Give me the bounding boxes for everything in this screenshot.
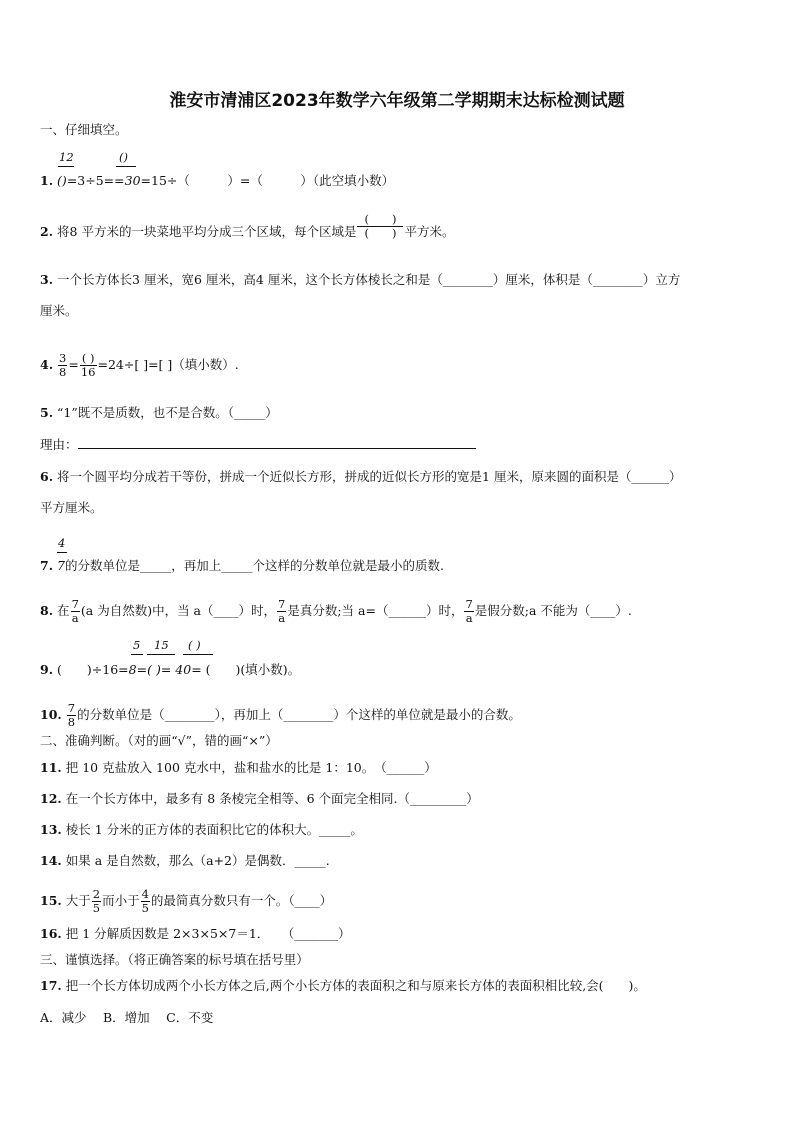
q9-numerator-5: 5: [133, 638, 141, 652]
question-4: 4. $\frac{3}{8}$ = $\frac{( )}{16}$ =24÷[ ]=[ ]（填小数）.: [40, 351, 239, 379]
q15-mid: 而小于: [102, 893, 140, 908]
q5-text: “1”既不是质数，也不是合数。（_____）: [57, 405, 278, 420]
q8-pre: 在: [57, 603, 70, 618]
q3-number: 3.: [40, 272, 54, 287]
q8-fraction-3: $\frac{7}{a}$: [465, 597, 473, 625]
question-14: [40, 853, 330, 869]
question-1: [40, 173, 394, 189]
question-15: [40, 888, 332, 915]
q1-denominator-30: 30: [124, 173, 141, 188]
q15-pre: 大于: [65, 893, 91, 908]
q2-text-b: 平方米。: [404, 224, 455, 239]
q5-reason-line: [40, 437, 476, 453]
q1-numerator-blank: (): [119, 150, 128, 164]
q5-reason-blank[interactable]: [78, 447, 476, 449]
q1-text-a: =3÷5==: [66, 173, 125, 188]
question-5: [40, 405, 278, 421]
q10-text: 的分数单位是（________），再加上（________）个这样的单位就是最小的合数。: [77, 707, 521, 722]
q10-number: 10.: [40, 707, 62, 722]
q17-text: 把一个长方体切成两个小长方体之后,两个小长方体的表面积之和与原来长方体的表面积相比较,会( )。: [65, 978, 646, 993]
q9-text-a: ( )÷16=: [57, 662, 129, 677]
q4-fraction-3-8: $\frac{3}{8}$: [59, 351, 67, 379]
question-12: [40, 791, 479, 807]
q5-reason-label: 理由：: [40, 437, 78, 452]
q8-text-3: 是假分数;a 不能为（____）.: [474, 603, 632, 618]
q5-number: 5.: [40, 405, 54, 420]
page-title: 淮安市清浦区2023年数学六年级第二学期期末达标检测试题: [169, 91, 625, 111]
question-10: [40, 702, 521, 729]
q1-bar-2: [116, 166, 136, 167]
q9-denominator-blank: ( ): [147, 662, 161, 677]
q9-numerator-blank: ( ): [188, 638, 201, 652]
question-9: 9. ( )÷16=8=( )= 40= ( )(填小数)。: [40, 662, 301, 677]
q1-text-b: =15÷（ ）=（ ）（此空填小数）: [140, 173, 395, 188]
question-11: [40, 760, 437, 776]
question-17: [40, 978, 646, 994]
question-3-line-1: [40, 272, 680, 288]
q7-bar: [57, 552, 67, 553]
q15-fraction-2-5: $\frac{2}{5}$: [92, 887, 101, 915]
q7-number: 7.: [40, 558, 54, 573]
q9-bar-3: [183, 654, 213, 655]
q3-text: 一个长方体长3 厘米，宽6 厘米，高4 厘米，这个长方体棱长之和是（________）厘米，体积是（________）立方: [57, 272, 681, 287]
q14-text: 如果 a 是自然数，那么（a+2）是偶数．_____.: [65, 853, 330, 868]
q8-text-2: 是真分数;当 a=（______）时，: [287, 603, 464, 618]
q9-number: 9.: [40, 662, 54, 677]
question-2: [40, 212, 455, 240]
q4-text: =24÷[ ]=[ ]（填小数）.: [97, 357, 239, 372]
question-6-line-1: [40, 469, 681, 485]
q17-options: A．减少 B．增加 C．不变: [40, 1010, 214, 1025]
q9-denominator-40: 40: [175, 662, 192, 677]
q1-number: 1.: [40, 173, 54, 188]
q7-denominator: 7: [57, 558, 65, 573]
q12-number: 12.: [40, 791, 62, 806]
section-3-heading: 三、谨慎选择。（将正确答案的标号填在括号里）: [40, 952, 309, 967]
q2-number: 2.: [40, 224, 54, 239]
q4-fraction-blank-16[interactable]: $\frac{( )}{16}$: [80, 351, 96, 379]
q8-fraction-1: $\frac{7}{a}$: [71, 597, 79, 625]
q7-text: 的分数单位是_____，再加上_____个这样的分数单位就是最小的质数.: [65, 558, 444, 573]
q17-number: 17.: [40, 978, 62, 993]
q8-text-1: (a 为自然数)中，当 a（____）时，: [80, 603, 276, 618]
q11-text: 把 10 克盐放入 100 克水中，盐和盐水的比是 1：10。 （______）: [65, 760, 437, 775]
q13-number: 13.: [40, 822, 62, 837]
section-1-heading: 一、仔细填空。: [40, 122, 128, 137]
q16-number: 16.: [40, 926, 62, 941]
q8-fraction-2: $\frac{7}{a}$: [278, 597, 286, 625]
q12-text: 在一个长方体中，最多有 8 条棱完全相等、6 个面完全相同.（_________）: [65, 791, 479, 806]
q11-number: 11.: [40, 760, 62, 775]
q9-numerator-15: 15: [154, 638, 169, 652]
q14-number: 14.: [40, 853, 62, 868]
question-6-line-2: 平方厘米。: [40, 500, 103, 515]
q13-text: 棱长 1 分米的正方体的表面积比它的体积大。_____。: [65, 822, 363, 837]
q1-bar-1: [58, 166, 74, 167]
q8-number: 8.: [40, 603, 54, 618]
q16-text: 把 1 分解质因数是 2×3×5×7＝1． （_______）: [65, 926, 351, 941]
q10-fraction-7-8: $\frac{7}{8}$: [67, 701, 76, 729]
q9-bar-2: [147, 654, 175, 655]
q7-numerator: 4: [58, 536, 66, 550]
q6-text: 将一个圆平均分成若干等份，拼成一个近似长方形，拼成的近似长方形的宽是1 厘米，原来圆的面积是（______）: [57, 469, 682, 484]
question-3-line-2: 厘米。: [40, 303, 78, 318]
q2-fraction-blank[interactable]: $\frac{( )}{( )}$: [357, 213, 403, 240]
q9-denominator-8: 8: [128, 662, 137, 677]
q1-denominator-blank: (): [57, 173, 67, 188]
question-7: [40, 558, 444, 574]
q9-bar-1: [131, 654, 143, 655]
q2-text-a: 将8 平方米的一块菜地平均分成三个区域，每个区域是: [57, 224, 357, 239]
q4-number: 4.: [40, 357, 54, 372]
question-8: [40, 598, 632, 625]
question-16: [40, 926, 351, 942]
q15-post: 的最简真分数只有一个。（____）: [150, 893, 333, 908]
q1-numerator-12: 12: [59, 150, 74, 164]
question-13: [40, 822, 363, 838]
q15-fraction-4-5: $\frac{4}{5}$: [141, 887, 149, 915]
section-2-heading: 二、准确判断。（对的画“√”，错的画“×”）: [40, 733, 278, 748]
q6-number: 6.: [40, 469, 54, 484]
q15-number: 15.: [40, 893, 62, 908]
q9-text-b: = ( )(填小数)。: [191, 662, 301, 677]
